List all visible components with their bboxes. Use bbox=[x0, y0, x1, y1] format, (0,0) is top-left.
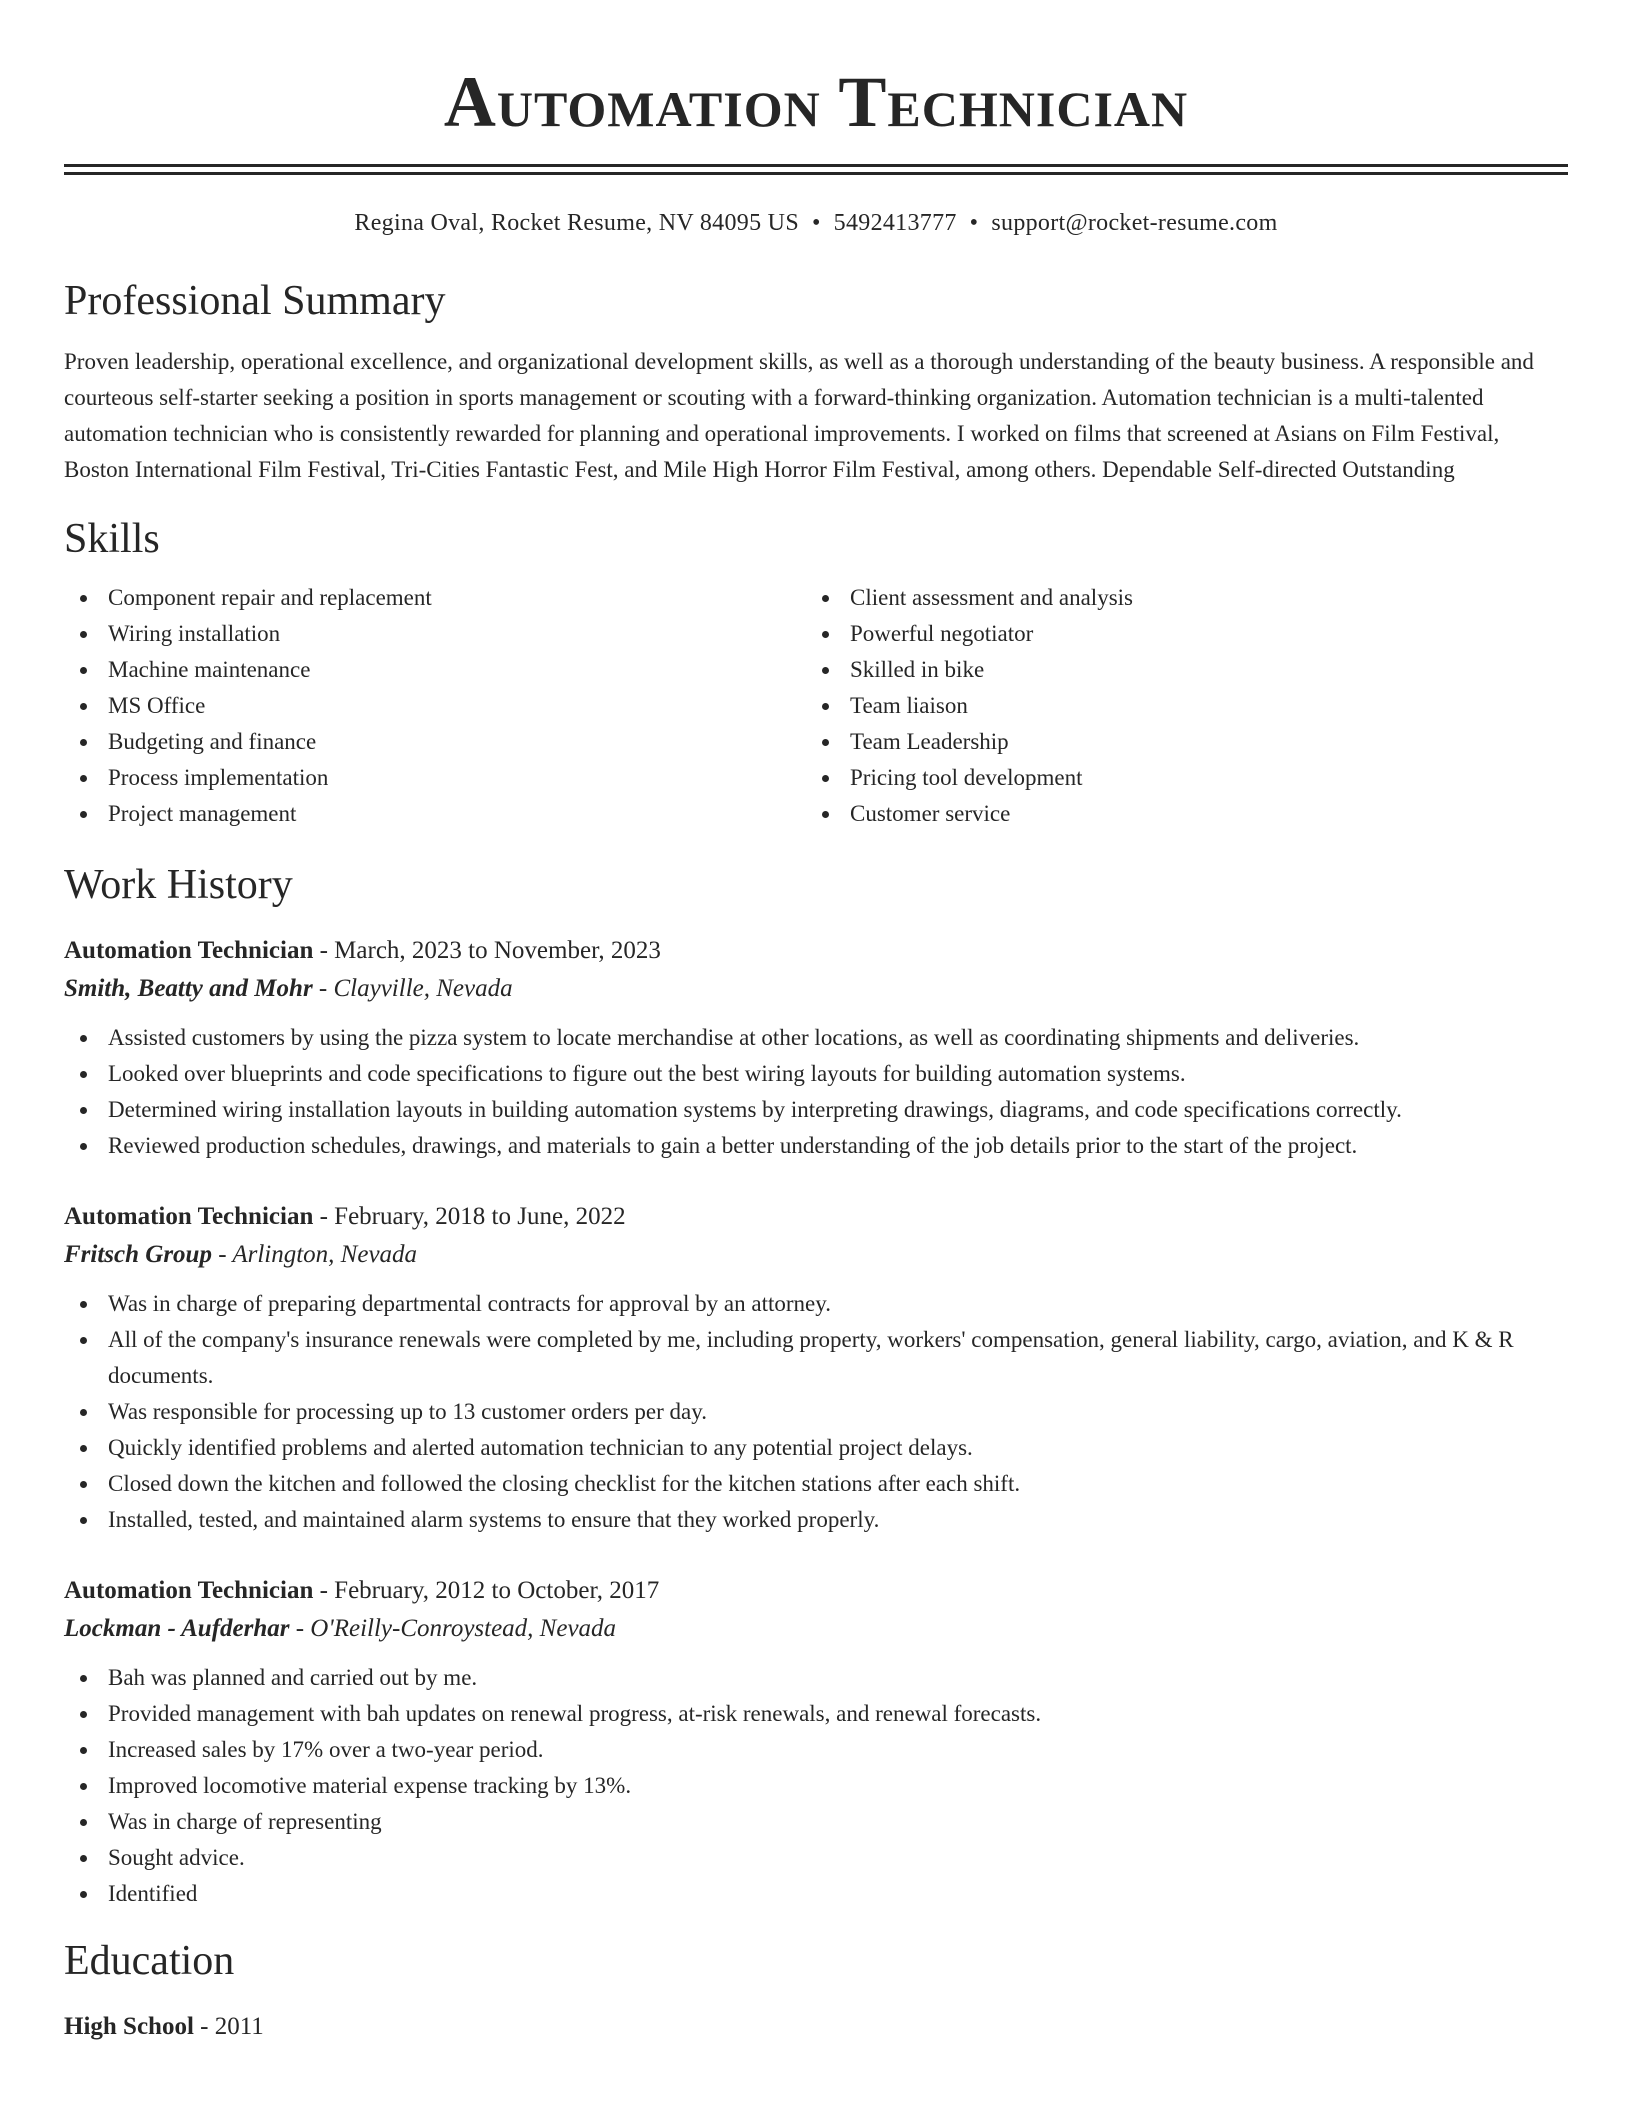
job-bullet: Was in charge of preparing departmental contracts for approval by an attorney. bbox=[64, 1286, 1568, 1322]
job-bullet: Increased sales by 17% over a two-year period. bbox=[64, 1732, 1568, 1768]
job-location: - Arlington, Nevada bbox=[211, 1241, 418, 1268]
job-title-line bbox=[64, 932, 1568, 970]
job-bullet: Identified bbox=[64, 1876, 1568, 1912]
job-bullet: Reviewed production schedules, drawings, and materials to gain a better understanding of the job details prior to the start of the project. bbox=[64, 1128, 1568, 1164]
skill-item: MS Office bbox=[64, 688, 806, 724]
contact-address: Regina Oval, Rocket Resume, NV 84095 US bbox=[354, 210, 799, 236]
job-bullet: Sought advice. bbox=[64, 1840, 1568, 1876]
education-year: - 2011 bbox=[193, 2013, 264, 2040]
skill-item: Client assessment and analysis bbox=[806, 580, 1548, 616]
job-location: - Clayville, Nevada bbox=[312, 975, 513, 1002]
job-bullets bbox=[64, 1286, 1568, 1538]
education-school: High School bbox=[64, 2013, 194, 2040]
job-dates: - February, 2012 to October, 2017 bbox=[313, 1577, 660, 1604]
job-title: Automation Technician bbox=[64, 1577, 314, 1604]
job-entry bbox=[64, 1198, 1568, 1538]
skill-item: Machine maintenance bbox=[64, 652, 806, 688]
skill-item: Powerful negotiator bbox=[806, 616, 1548, 652]
skill-item: Team liaison bbox=[806, 688, 1548, 724]
job-bullet: Provided management with bah updates on renewal progress, at-risk renewals, and renewal forecasts. bbox=[64, 1696, 1568, 1732]
job-company-line bbox=[64, 970, 1568, 1008]
job-bullet: Closed down the kitchen and followed the closing checklist for the kitchen stations after each shift. bbox=[64, 1466, 1568, 1502]
job-title-line bbox=[64, 1198, 1568, 1236]
skill-item: Customer service bbox=[806, 796, 1548, 832]
contact-separator: • bbox=[811, 210, 821, 236]
job-company-line bbox=[64, 1236, 1568, 1274]
skill-item: Pricing tool development bbox=[806, 760, 1548, 796]
job-company: Fritsch Group bbox=[64, 1241, 212, 1268]
job-dates: - February, 2018 to June, 2022 bbox=[313, 1203, 626, 1230]
skills-column-right bbox=[806, 580, 1548, 832]
contact-separator: • bbox=[969, 210, 979, 236]
job-company-line bbox=[64, 1610, 1568, 1648]
job-bullet: Installed, tested, and maintained alarm systems to ensure that they worked properly. bbox=[64, 1502, 1568, 1538]
education-entry bbox=[64, 2008, 1568, 2046]
job-bullet: Improved locomotive material expense tracking by 13%. bbox=[64, 1768, 1568, 1804]
education-heading: Education bbox=[64, 1938, 235, 1984]
job-bullet: All of the company's insurance renewals were completed by me, including property, workers' compensation, general liability, cargo, aviation, and K & R documents. bbox=[64, 1322, 1568, 1394]
skills-heading: Skills bbox=[64, 516, 160, 562]
contact-email: support@rocket-resume.com bbox=[991, 210, 1278, 236]
job-title: Automation Technician bbox=[64, 937, 314, 964]
job-entry bbox=[64, 1572, 1568, 1912]
skill-item: Skilled in bike bbox=[806, 652, 1548, 688]
contact-line bbox=[64, 208, 1568, 238]
job-title: Automation Technician bbox=[64, 1203, 314, 1230]
work-history-heading: Work History bbox=[64, 862, 293, 908]
job-company: Lockman - Aufderhar bbox=[64, 1615, 290, 1642]
contact-phone: 5492413777 bbox=[833, 210, 957, 236]
skill-item: Project management bbox=[64, 796, 806, 832]
job-location: - O'Reilly-Conroystead, Nevada bbox=[289, 1615, 617, 1642]
job-bullet: Determined wiring installation layouts in building automation systems by interpreting drawings, diagrams, and code specifications correctly. bbox=[64, 1092, 1568, 1128]
skills-list bbox=[64, 580, 1568, 832]
resume-page bbox=[64, 0, 1568, 2046]
title-divider-bottom bbox=[64, 172, 1568, 175]
job-bullet: Looked over blueprints and code specifications to figure out the best wiring layouts for building automation systems. bbox=[64, 1056, 1568, 1092]
job-bullet: Assisted customers by using the pizza system to locate merchandise at other locations, as well as coordinating shipments and deliveries. bbox=[64, 1020, 1568, 1056]
skill-item: Budgeting and finance bbox=[64, 724, 806, 760]
job-title-line bbox=[64, 1572, 1568, 1610]
job-bullet: Was responsible for processing up to 13 customer orders per day. bbox=[64, 1394, 1568, 1430]
skill-item: Process implementation bbox=[64, 760, 806, 796]
job-entry bbox=[64, 932, 1568, 1164]
job-bullet: Quickly identified problems and alerted automation technician to any potential project delays. bbox=[64, 1430, 1568, 1466]
skill-item: Component repair and replacement bbox=[64, 580, 806, 616]
summary-text: Proven leadership, operational excellence, and organizational development skills, as well as a thorough understanding of the beauty business. A responsible and courteous self-starter seeking a position in sports management or scouting with a forward-thinking organization. Automation technician is a multi-talented automation technician who is consistently rewarded for planning and operational improvements. I worked on films that screened at Asians on Film Festival, Boston International Film Festival, Tri-Cities Fantastic Fest, and Mile High Horror Film Festival, among others. Dependable Self-directed Outstanding bbox=[64, 349, 1534, 482]
page-title: Automation Technician bbox=[443, 62, 1189, 142]
skill-item: Wiring installation bbox=[64, 616, 806, 652]
job-bullets bbox=[64, 1660, 1568, 1912]
skills-column-left bbox=[64, 580, 806, 832]
title-divider-top bbox=[64, 164, 1568, 167]
summary-heading: Professional Summary bbox=[64, 278, 446, 324]
job-bullet: Bah was planned and carried out by me. bbox=[64, 1660, 1568, 1696]
skill-item: Team Leadership bbox=[806, 724, 1548, 760]
job-company: Smith, Beatty and Mohr bbox=[64, 975, 313, 1002]
job-bullet: Was in charge of representing bbox=[64, 1804, 1568, 1840]
job-dates: - March, 2023 to November, 2023 bbox=[313, 937, 661, 964]
job-bullets bbox=[64, 1020, 1568, 1164]
